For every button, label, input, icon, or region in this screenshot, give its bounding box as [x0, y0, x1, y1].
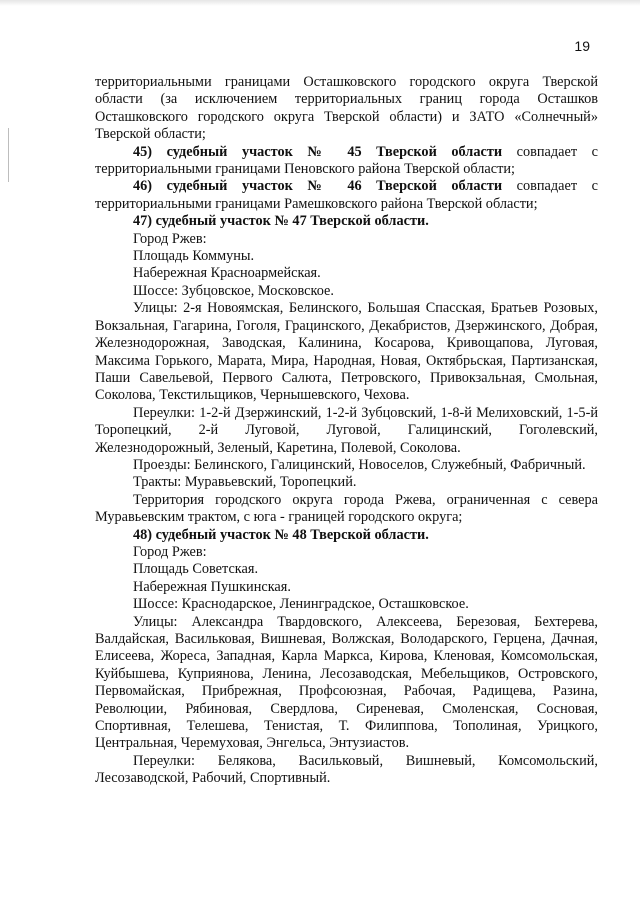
streets-47: Улицы: 2-я Новоямская, Белинского, Большая Спасская, Братьев Розовых, Вокзальная, Гагарина, Гоголя, Грацинского, Декабристов, Дзержинского, Добрая, Железнодорожная, Заводская, Калинина, Косарова, Кривощапова, Луговая, Максима Горького, Марата, Мира, Народная, Новая, Октябрьская, Партизанская, Паши Савельевой, Первого Салюта, Петровского, Привокзальная, Смольная, Соколова, Текстильщиков, Чернышевского, Чехова.: [95, 300, 598, 404]
paragraph-45-text: совпадает с территориальными границами Пеновского района Тверской области;: [95, 143, 598, 178]
heading-45: 45) судебный участок № 45 Тверской области: [133, 143, 503, 160]
heading-47: 47) судебный участок № 47 Тверской области.: [133, 213, 429, 230]
square-48: Площадь Советская.: [133, 561, 259, 578]
city-48: Город Ржев:: [133, 543, 207, 560]
paragraph-46-text: совпадает с территориальными границами Рамешковского района Тверской области;: [95, 178, 598, 212]
binding-mark: [8, 128, 9, 182]
passages-47: Проезды: Белинского, Галицинский, Новоселов, Служебный, Фабричный.: [133, 456, 586, 473]
scan-edge: [0, 0, 640, 6]
paragraph-45: [95, 144, 598, 179]
highways-47: Шоссе: Зубцовское, Московское.: [133, 282, 334, 299]
territory-47: Территория городского округа города Ржева, ограниченная с севера Муравьевским трактом, с юга - границей городского округа;: [95, 491, 598, 526]
tracts-47: Тракты: Муравьевский, Торопецкий.: [133, 474, 357, 491]
heading-46: 46) судебный участок № 46 Тверской области: [133, 178, 503, 195]
highways-48: Шоссе: Краснодарское, Ленинградское, Осташковское.: [133, 596, 469, 613]
heading-48: 48) судебный участок № 48 Тверской области.: [133, 526, 429, 543]
lanes-47: Переулки: 1-2-й Дзержинский, 1-2-й Зубцовский, 1-8-й Мелиховский, 1-5-й Торопецкий, 2-й Луговой, Луговой, Галицинский, Гоголевский, Железнодорожный, Зеленый, Каретина, Полевой, Соколова.: [95, 404, 598, 456]
document-body: [95, 74, 598, 788]
streets-48: Улицы: Александра Твардовского, Алексеева, Березовая, Бехтерева, Валдайская, Васильковая, Вишневая, Волжская, Володарского, Герцена, Дачная, Елисеева, Жореса, Западная, Карла Маркса, Кирова, Кленовая, Комсомольская, Куйбышева, Куприянова, Ленина, Лесозаводская, Мебельщиков, Островского, Первомайская, Прибрежная, Профсоюзная, Рабочая, Радищева, Разина, Революции, Рябиновая, Свердлова, Сиреневая, Смоленская, Сосновая, Спортивная, Телешева, Тенистая, Т. Филиппова, Тополиная, Урицкого, Центральная, Черемуховая, Энгельса, Энтузиастов.: [95, 613, 598, 752]
square-47: Площадь Коммуны.: [133, 248, 255, 265]
embankment-47: Набережная Красноармейская.: [133, 265, 321, 282]
paragraph-46: [95, 178, 598, 213]
city-47: Город Ржев:: [133, 230, 207, 247]
page-number: 19: [574, 38, 590, 54]
lanes-48: Переулки: Белякова, Васильковый, Вишневый, Комсомольский, Лесозаводской, Рабочий, Спортивный.: [95, 752, 598, 787]
embankment-48: Набережная Пушкинская.: [133, 578, 291, 595]
paragraph-44-continuation: территориальными границами Осташковского городского округа Тверской области (за исключением территориальных границ города Осташков Осташковского городского округа Тверской области) и ЗАТО «Солнечный» Тверской области;: [95, 74, 598, 143]
